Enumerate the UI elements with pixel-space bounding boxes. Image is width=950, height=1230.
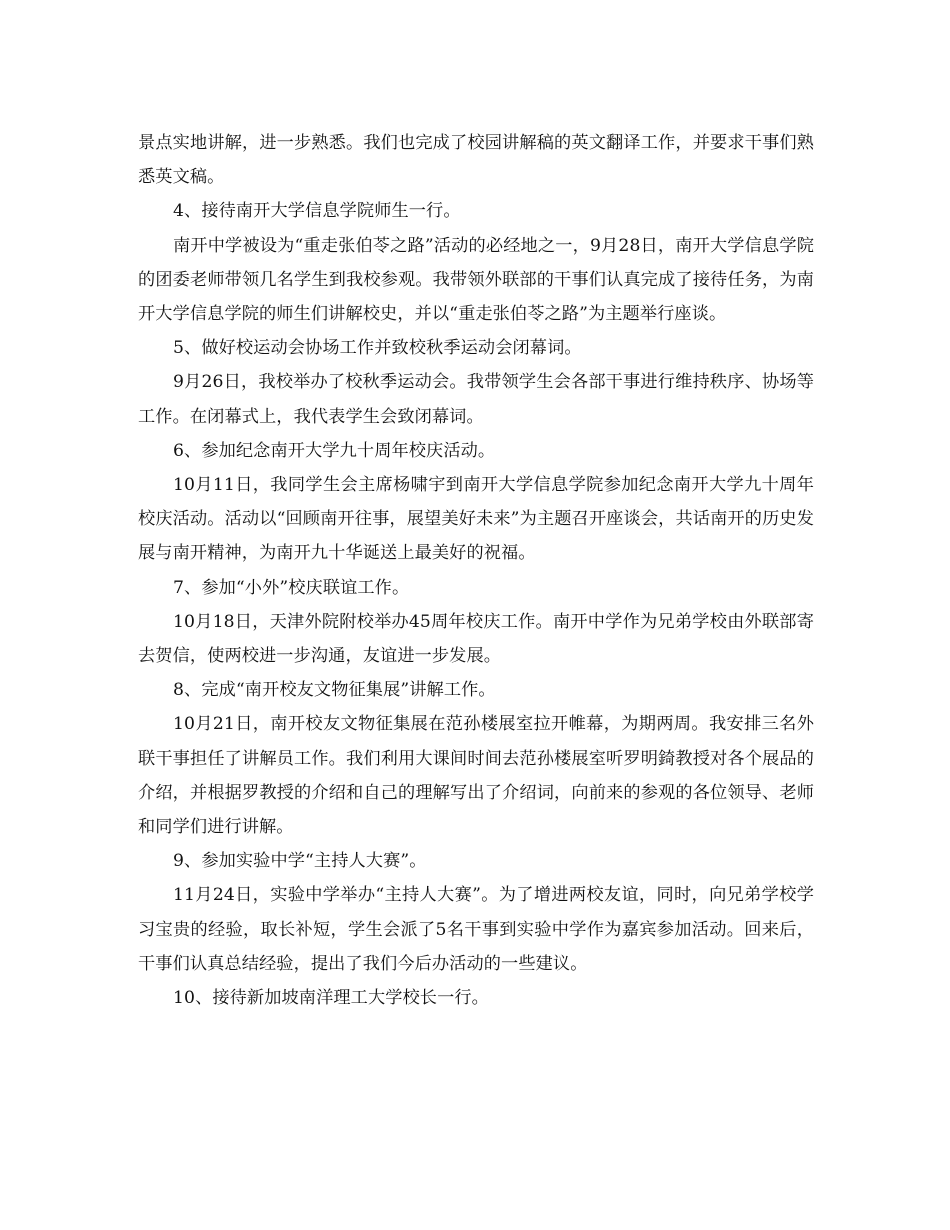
section-heading: 9、参加实验中学“主持人大赛”。 xyxy=(173,851,427,872)
section-heading: 4、接待南开大学信息学院师生一行。 xyxy=(173,201,461,222)
paragraph: 南开中学被设为“重走张伯苓之路”活动的必经地之一，9月28日，南开大学信息学院的团委老师带领几名学生到我校参观。我带领外联部的干事们认真完成了接待任务，为南开大学信息学院的师生们讲解校史，并以“重走张伯苓之路”为主题举行座谈。 xyxy=(138,235,814,325)
paragraph: 景点实地讲解，进一步熟悉。我们也完成了校园讲解稿的英文翻译工作，并要求干事们熟悉英文稿。 xyxy=(138,133,814,188)
section-heading: 10、接待新加坡南洋理工大学校长一行。 xyxy=(173,988,489,1009)
document-body xyxy=(138,126,814,1015)
paragraph: 11月24日，实验中学举办“主持人大赛”。为了增进两校友谊，同时，向兄弟学校学习宝贵的经验，取长补短，学生会派了5名干事到实验中学作为嘉宾参加活动。回来后，干事们认真总结经验，提出了我们今后办活动的一些建议。 xyxy=(138,885,814,974)
paragraph: 9月26日，我校举办了校秋季运动会。我带领学生会各部干事进行维持秩序、协场等工作。在闭幕式上，我代表学生会致闭幕词。 xyxy=(138,372,814,427)
section-heading: 8、完成“南开校友文物征集展”讲解工作。 xyxy=(173,680,496,701)
paragraph: 10月11日，我同学生会主席杨啸宇到南开大学信息学院参加纪念南开大学九十周年校庆活动。活动以“回顾南开往事，展望美好未来”为主题召开座谈会，共话南开的历史发展与南开精神，为南开九十华诞送上最美好的祝福。 xyxy=(138,475,814,564)
section-heading: 6、参加纪念南开大学九十周年校庆活动。 xyxy=(173,440,496,461)
paragraph: 10月18日，天津外院附校举办45周年校庆工作。南开中学作为兄弟学校由外联部寄去贺信，使两校进一步沟通，友谊进一步发展。 xyxy=(138,611,814,667)
section-heading: 5、做好校运动会协场工作并致校秋季运动会闭幕词。 xyxy=(173,338,582,359)
section-heading: 7、参加“小外”校庆联谊工作。 xyxy=(173,577,410,598)
paragraph: 10月21日，南开校友文物征集展在范孙楼展室拉开帷幕，为期两周。我安排三名外联干事担任了讲解员工作。我们利用大课间时间去范孙楼展室听罗明錡教授对各个展品的介绍，并根据罗教授的介绍和自己的理解写出了介绍词，向前来的参观的各位领导、老师和同学们进行讲解。 xyxy=(138,714,814,838)
